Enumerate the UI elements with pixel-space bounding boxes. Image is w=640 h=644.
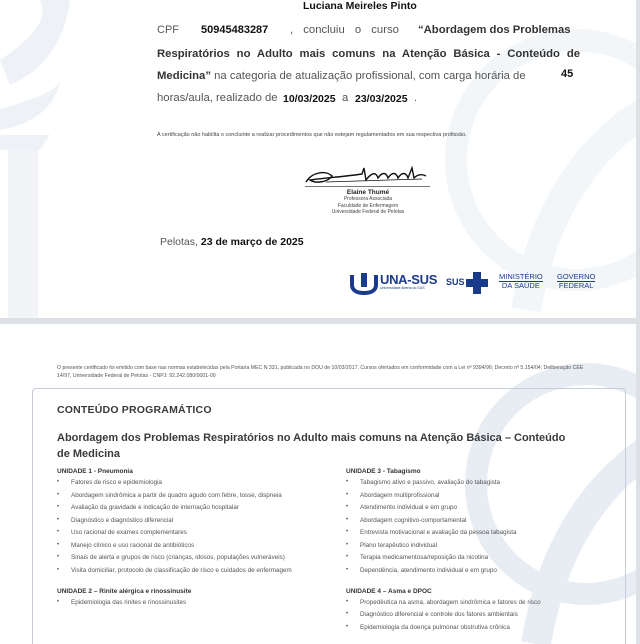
list-item: • Terapia medicamentosa/reposição da nicotina bbox=[346, 554, 489, 561]
unasus-logo-text: UNA-SUS bbox=[380, 272, 438, 287]
signer-role: Professora Associada bbox=[343, 196, 393, 202]
torch-watermark-icon bbox=[0, 0, 70, 318]
unit-title: UNIDADE 4 – Asma e DPOC bbox=[346, 587, 432, 595]
institution-logos bbox=[350, 266, 606, 300]
unit-items bbox=[57, 599, 297, 606]
concluded-text: , concluiu o curso bbox=[290, 24, 399, 36]
start-date: 10/03/2025 bbox=[283, 93, 336, 105]
unit-title: UNIDADE 1 - Pneumonia bbox=[57, 468, 133, 475]
list-item: • Entrevista motivacional e avaliação da pessoa tabagista bbox=[346, 529, 517, 536]
category-text: na categoria de atualização profissional, com carga horária de bbox=[214, 70, 526, 82]
list-item: • Avaliação da gravidade e indicação de internação hospitalar bbox=[57, 504, 239, 511]
certificate-front bbox=[0, 0, 636, 318]
end-date: 23/03/2025 bbox=[355, 93, 408, 105]
date-connector: a bbox=[342, 92, 349, 104]
list-item: • Sinais de alerta e grupos de risco (crianças, idosos, populações vulneráveis) bbox=[57, 554, 285, 561]
list-item: • Uso racional de exames complementares bbox=[57, 529, 187, 536]
list-item: • Visita domiciliar, protocolo de classificação de risco e cuidados de enfermagem bbox=[57, 566, 292, 574]
list-item: • Tabagismo ativo e passivo, avaliação do tabagista bbox=[346, 479, 501, 486]
course-description: Respiratórios no Adulto mais comuns na Atenção Básica - Conteúdo de Medicina” na categoria de atualização profissional, com carga horária de bbox=[157, 48, 580, 82]
units-left-column bbox=[57, 468, 297, 614]
unit-items bbox=[346, 479, 586, 574]
units-right-column bbox=[346, 468, 586, 639]
list-item: • Abordagem sindrômica a partir de quadro agudo com febre, tosse, dispneia bbox=[57, 491, 282, 499]
section-title: CONTEÚDO PROGRAMÁTICO bbox=[57, 404, 212, 416]
issue-date: 23 de março de 2025 bbox=[200, 236, 304, 248]
list-item: • Abordagem cognitivo-comportamental bbox=[346, 516, 467, 524]
list-item: • Plano terapêutico individual bbox=[346, 541, 438, 549]
unasus-logo-subtitle: Universidade Aberta do SUS bbox=[380, 286, 425, 290]
list-item: • Epidemiologia da doença pulmonar obstrutiva crônica bbox=[346, 623, 510, 631]
cpf-label: CPF bbox=[157, 24, 179, 36]
certificate-back bbox=[0, 324, 636, 644]
course-hours: 45 bbox=[561, 68, 574, 80]
period-mark: . bbox=[414, 92, 418, 104]
list-item: • Fatores de risco e epidemiologia bbox=[57, 479, 163, 486]
ministerio-saude-logo: MINISTÉRIO DA SAÚDE bbox=[499, 272, 543, 290]
list-item: • Propedêutica na asma, abordagem sindrômica e fatores de risco bbox=[346, 598, 541, 606]
signer-university: Universidade Federal de Pelotas bbox=[331, 209, 405, 215]
signer-block bbox=[300, 189, 436, 216]
governo-federal-logo: GOVERNO FEDERAL bbox=[557, 272, 596, 290]
recipient-name: Luciana Meireles Pinto bbox=[303, 0, 417, 12]
hours-unit-text: horas/aula, realizado de bbox=[157, 92, 278, 104]
list-item: • Diagnóstico diferencial e controle dos fatores ambientais bbox=[346, 611, 518, 618]
list-item: • Epidemiologia das rinites e rinossinusites bbox=[57, 598, 187, 606]
unit-items bbox=[346, 599, 586, 631]
issue-place-date bbox=[160, 236, 304, 248]
unit-title: UNIDADE 2 – Rinite alérgica e rinossinusite bbox=[57, 587, 192, 595]
cpf-number: 50945483287 bbox=[201, 24, 269, 36]
list-item: • Diagnóstico e diagnóstico diferencial bbox=[57, 516, 174, 524]
issue-place: Pelotas, bbox=[160, 236, 198, 248]
signature-line bbox=[305, 186, 430, 187]
signer-name: Elaine Thumé bbox=[346, 189, 390, 196]
list-item: • Abordagem multiprofissional bbox=[346, 491, 440, 499]
list-item: • Dependência, atendimento individual e em grupo bbox=[346, 566, 497, 574]
program-title: Abordagem dos Problemas Respiratórios no Adulto mais comuns na Atenção Básica – Conteúdo de Medicina bbox=[57, 432, 566, 460]
list-item: • Atendimento individual e em grupo bbox=[346, 504, 457, 511]
list-item: • Manejo clínico e uso racional de antibióticos bbox=[57, 541, 195, 549]
sus-logo-text: SUS bbox=[446, 277, 465, 287]
signer-faculty: Faculdade de Enfermagem bbox=[337, 202, 399, 209]
unasus-logo-icon bbox=[350, 271, 378, 295]
disclaimer-text: A certificação não habilita o concluinte a realizar procedimentos que não estejam regulamentados em sua respectiva profissão. bbox=[157, 132, 467, 138]
course-title-line-1: “Abordagem dos Problemas bbox=[418, 24, 571, 36]
unit-items bbox=[57, 479, 297, 574]
sus-cross-icon bbox=[466, 272, 488, 294]
legal-text: O presente certificado foi emitido com base nas normas estabelecidas pela Portaria MEC N 331, publicada no DOU de 10/03/2017. Cursos ofertados em conformidade com a Lei nº 9394/96; Decreto nº 5.154/04; Deliberação CEE 14/97, Universidade Federal de Pelotas - CNPJ: 92.242.080/0001-00 bbox=[57, 365, 584, 379]
unit-title: UNIDADE 3 - Tabagismo bbox=[346, 468, 421, 475]
